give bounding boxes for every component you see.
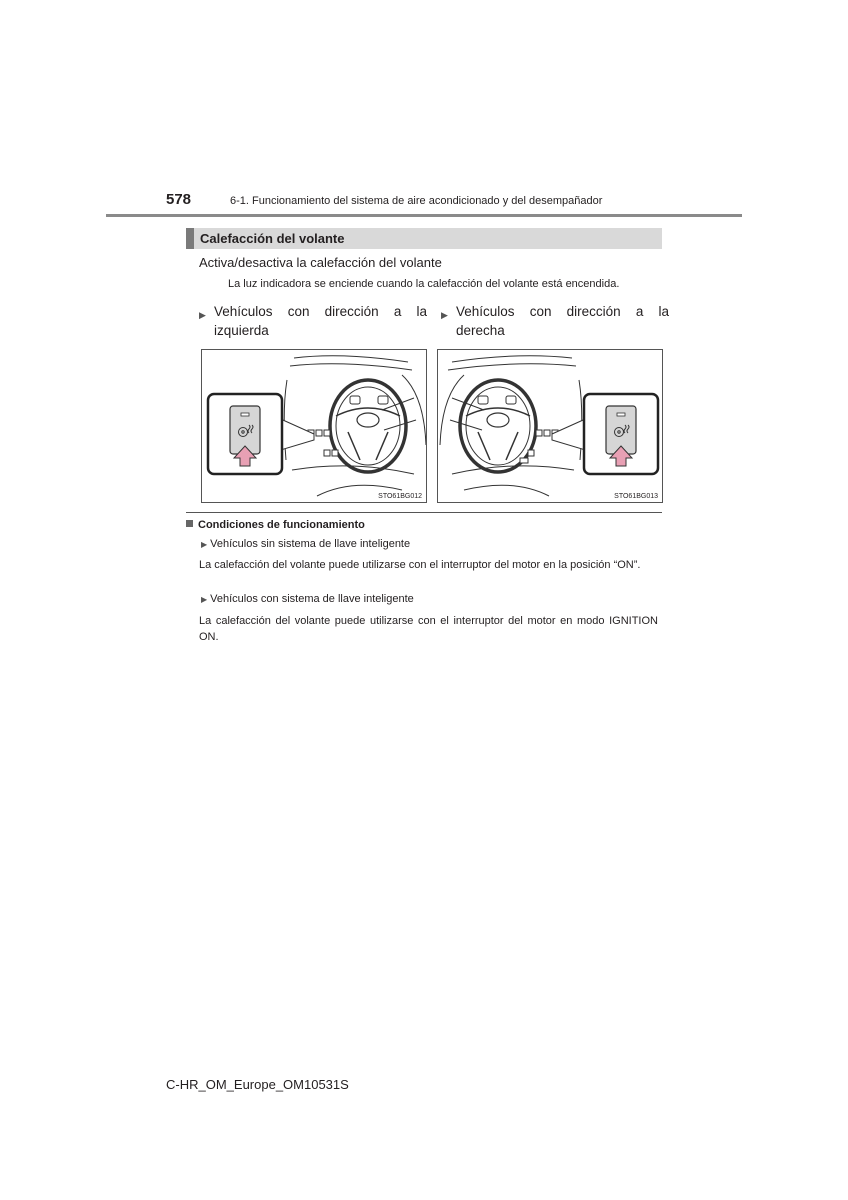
variant-right-hand-drive	[441, 302, 669, 340]
variant-left-label: Vehículos con dirección a la izquierda	[214, 304, 427, 338]
illustration-code-right: STO61BG013	[614, 493, 658, 500]
section-title: Calefacción del volante	[200, 231, 345, 246]
header-rule	[106, 214, 742, 217]
triangle-bullet-icon: ▶	[201, 540, 208, 549]
page-number: 578	[166, 191, 192, 208]
square-bullet-icon	[186, 520, 193, 527]
condition-item-label: Vehículos con sistema de llave inteligente	[210, 593, 414, 605]
variant-left-hand-drive	[199, 302, 427, 340]
footer-doc-code: C-HR_OM_Europe_OM10531S	[166, 1077, 349, 1092]
conditions-heading	[186, 519, 365, 531]
section-lead: Activa/desactiva la calefacción del volante	[199, 255, 442, 270]
condition-text-no-smart-key: La calefacción del volante puede utilizarse con el interruptor del motor en la posición “ON”.	[199, 559, 641, 571]
dashboard-drawing-left	[202, 350, 427, 503]
condition-item-label: Vehículos sin sistema de llave inteligente	[210, 538, 411, 550]
illustration-right-hand-drive	[437, 349, 663, 503]
illustration-left-hand-drive	[201, 349, 427, 503]
dashboard-drawing-right	[438, 350, 663, 503]
triangle-bullet-icon: ▶	[441, 310, 448, 320]
condition-item-no-smart-key	[201, 538, 410, 550]
condition-text-smart-key: La calefacción del volante puede utilizarse con el interruptor del motor en modo IGNITION ON.	[199, 615, 658, 643]
triangle-bullet-icon: ▶	[201, 595, 208, 604]
illustration-code-left: STO61BG012	[378, 493, 422, 500]
chapter-title: 6-1. Funcionamiento del sistema de aire acondicionado y del desempañador	[230, 195, 603, 207]
section-end-rule	[186, 512, 662, 513]
variant-right-label: Vehículos con dirección a la derecha	[456, 304, 669, 338]
condition-item-smart-key	[201, 593, 414, 605]
triangle-bullet-icon: ▶	[199, 310, 206, 320]
steering-wheel-icon	[330, 380, 406, 472]
section-bar	[186, 228, 662, 249]
indicator-note: La luz indicadora se enciende cuando la calefacción del volante está encendida.	[228, 278, 620, 290]
conditions-heading-text: Condiciones de funcionamiento	[198, 519, 365, 531]
